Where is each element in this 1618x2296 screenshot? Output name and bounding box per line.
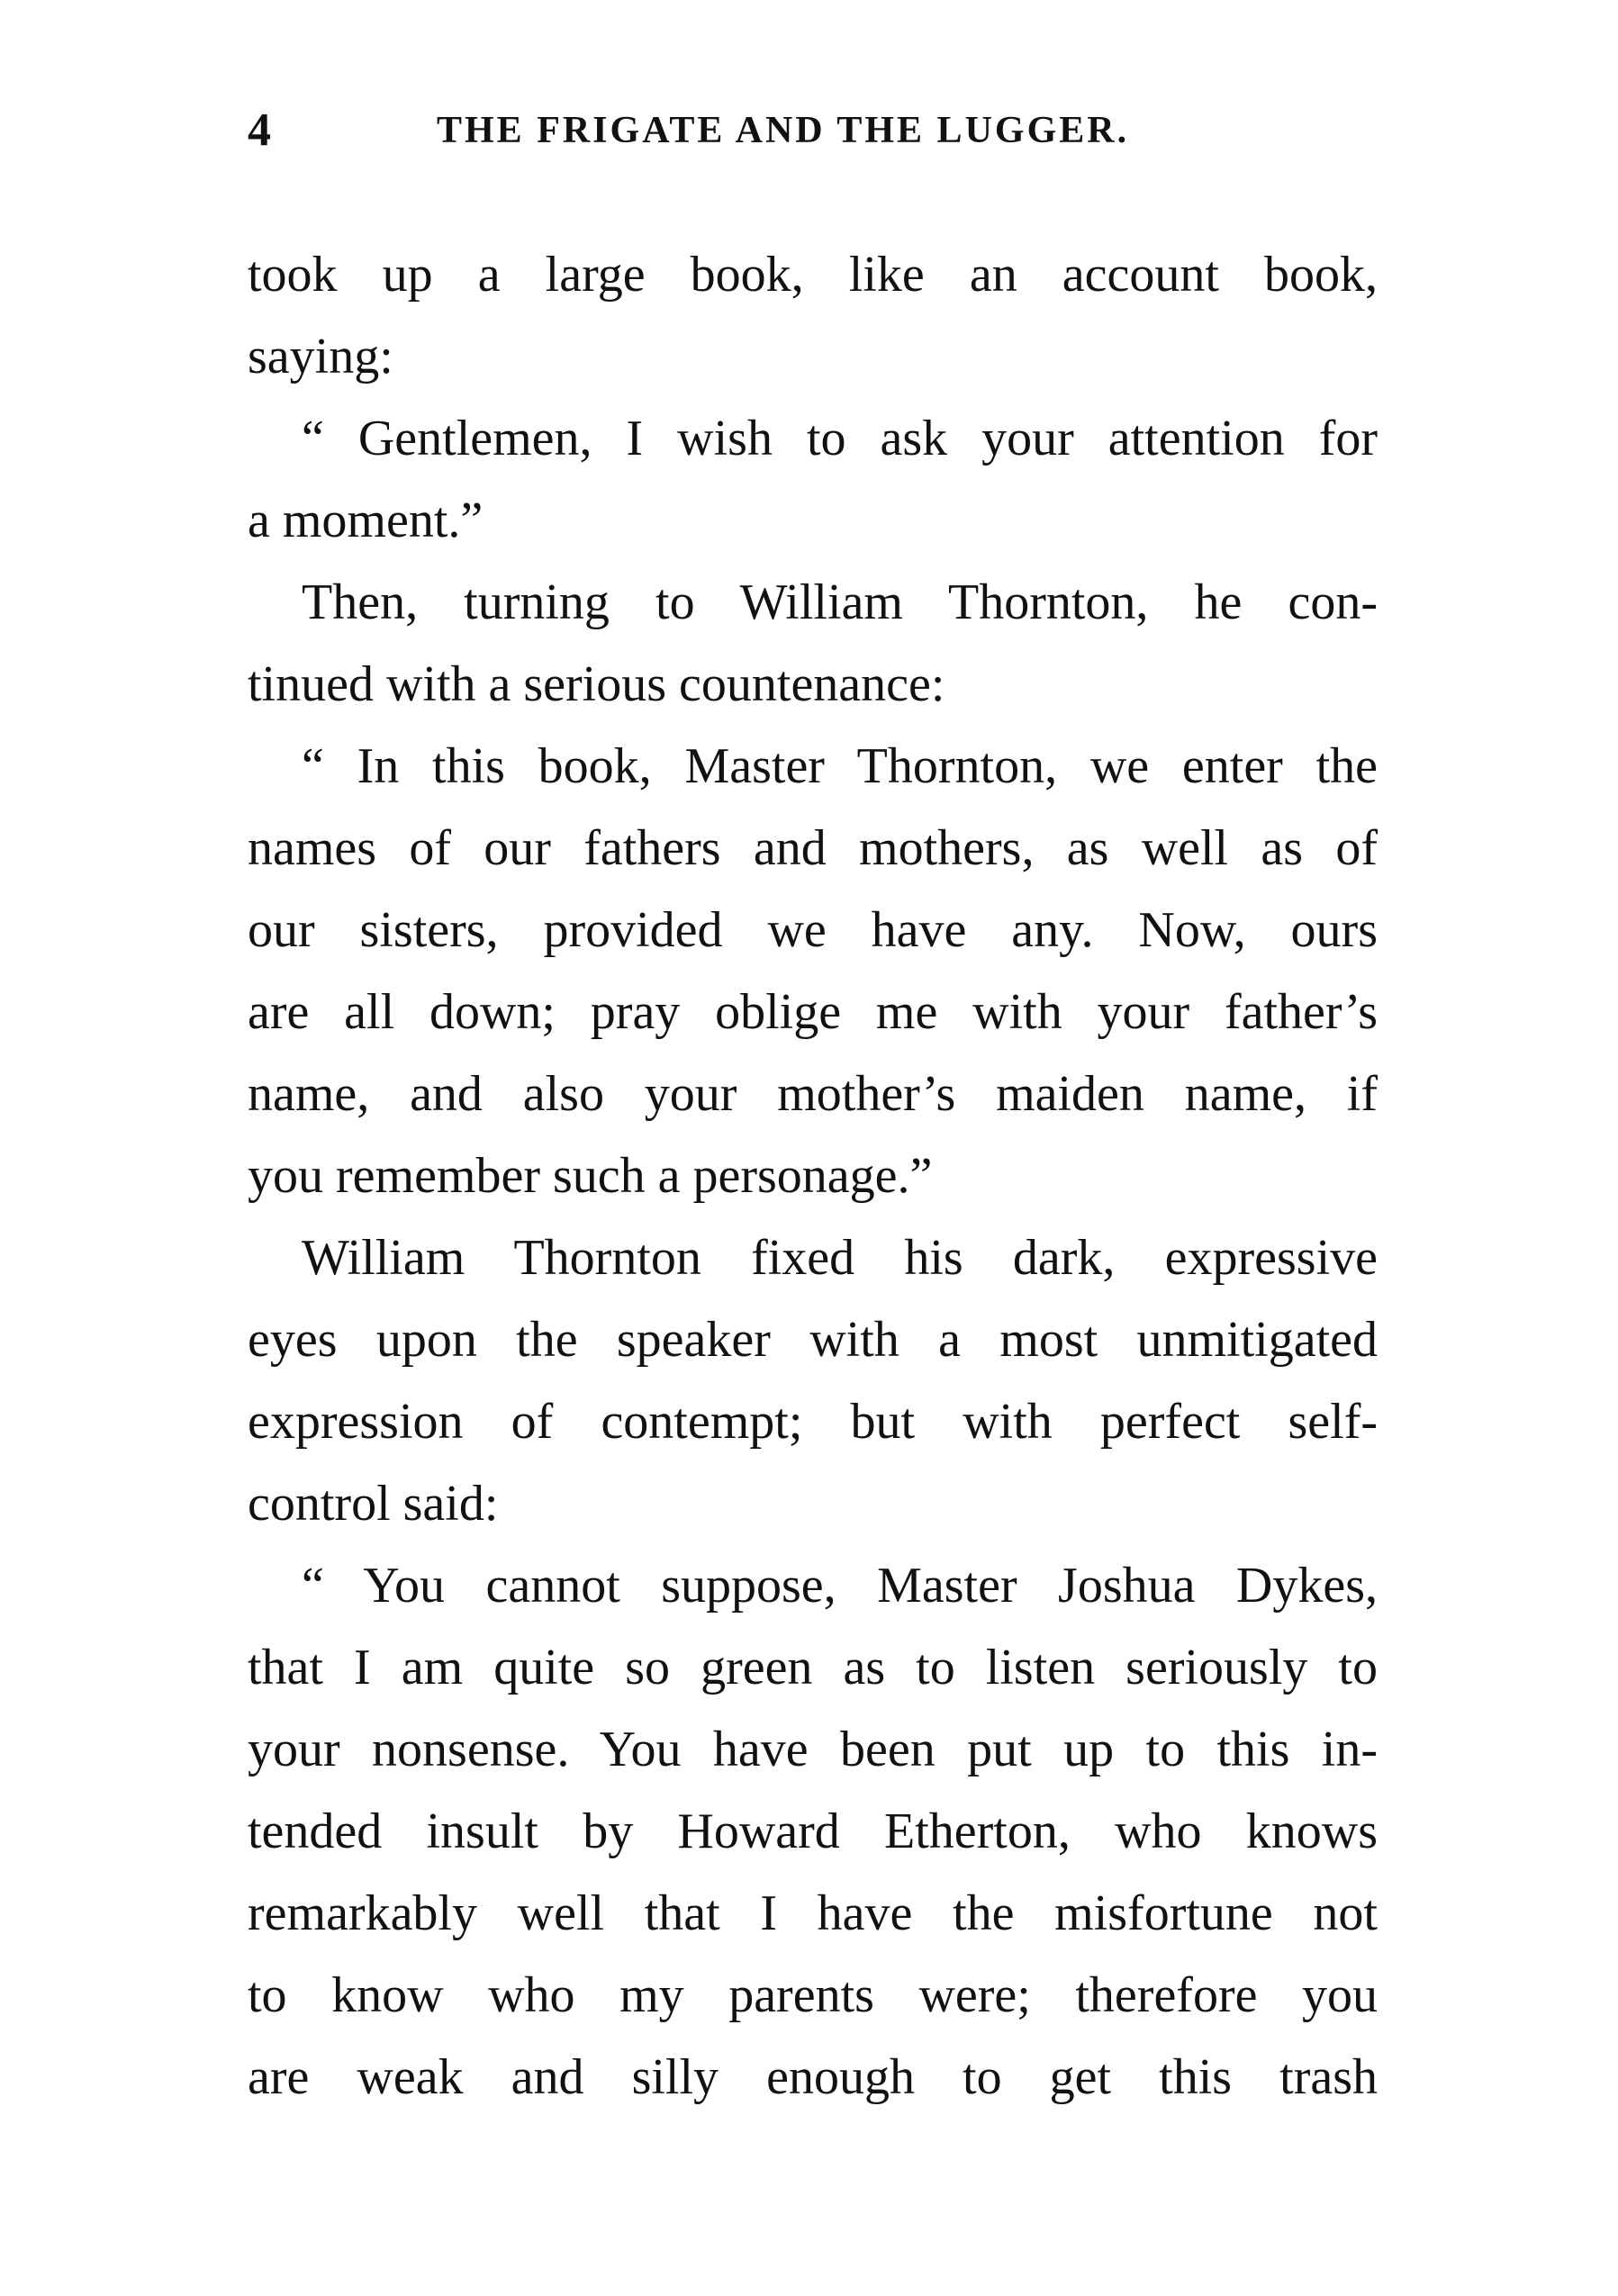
- text-line: Then, turning to William Thornton, he con-: [302, 574, 1378, 630]
- text-line: “ In this book, Master Thornton, we enter the: [302, 738, 1378, 794]
- page-number: 4: [248, 104, 271, 156]
- running-title: THE FRIGATE AND THE LUGGER.: [437, 110, 1130, 151]
- text-line: name, and also your mother’s maiden name, if: [248, 1066, 1378, 1122]
- text-line: your nonsense. You have been put up to this in-: [248, 1722, 1378, 1777]
- text-line: William Thornton fixed his dark, expressive: [302, 1230, 1378, 1286]
- text-line: control said:: [248, 1476, 499, 1532]
- page-header: [248, 99, 1355, 162]
- text-line: “ Gentlemen, I wish to ask your attention for: [302, 411, 1378, 466]
- text-line: are all down; pray oblige me with your father’s: [248, 984, 1378, 1040]
- text-line: a moment.”: [248, 493, 484, 548]
- text-line: “ You cannot suppose, Master Joshua Dykes,: [302, 1558, 1378, 1614]
- text-line: names of our fathers and mothers, as well as of: [248, 820, 1378, 876]
- text-line: expression of contempt; but with perfect self-: [248, 1394, 1378, 1450]
- text-line: tended insult by Howard Etherton, who knows: [248, 1803, 1378, 1859]
- text-line: tinued with a serious countenance:: [248, 656, 945, 712]
- text-line: saying:: [248, 329, 393, 384]
- text-line: to know who my parents were; therefore you: [248, 1967, 1378, 2023]
- text-line: that I am quite so green as to listen seriously to: [248, 1640, 1378, 1695]
- text-line: are weak and silly enough to get this trash: [248, 2049, 1378, 2105]
- text-line: took up a large book, like an account book,: [248, 247, 1378, 303]
- text-line: our sisters, provided we have any. Now, ours: [248, 902, 1378, 958]
- text-line: remarkably well that I have the misfortune not: [248, 1885, 1378, 1941]
- body-text: [248, 234, 1378, 2119]
- text-line: you remember such a personage.”: [248, 1148, 933, 1204]
- text-line: eyes upon the speaker with a most unmitigated: [248, 1312, 1378, 1368]
